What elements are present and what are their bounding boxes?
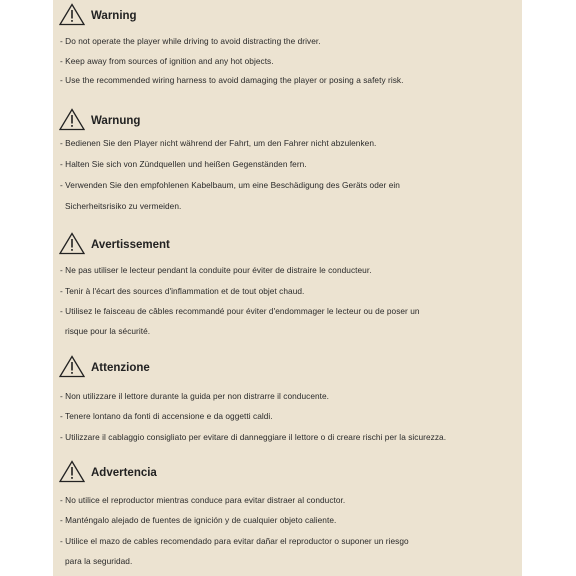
warning-line: - Utilizzare il cablaggio consigliato per evitare di danneggiare il lettore o di creare rischi per la sicurezza. [60, 432, 447, 442]
warning-line: - Ne pas utiliser le lecteur pendant la conduite pour éviter de distraire le conducteur. [60, 265, 372, 275]
warning-line: - Halten Sie sich von Zündquellen und heißen Gegenständen fern. [60, 159, 307, 169]
warning-line: para la seguridad. [65, 556, 133, 566]
warning-line: - Utilisez le faisceau de câbles recommandé pour éviter d'endommager le lecteur ou de poser un [60, 306, 420, 316]
warning-line: - Bedienen Sie den Player nicht während der Fahrt, um den Fahrer nicht abzulenken. [60, 138, 377, 148]
manual-page [53, 0, 522, 576]
warning-line: risque pour la sécurité. [65, 326, 151, 336]
warning-line: - Do not operate the player while driving to avoid distracting the driver. [60, 36, 321, 46]
section-title: Avertissement [91, 239, 170, 251]
warning-line: - Keep away from sources of ignition and any hot objects. [60, 56, 274, 66]
warning-line: - Manténgalo alejado de fuentes de ignición y de cualquier objeto caliente. [60, 515, 337, 525]
warning-line: Sicherheitsrisiko zu vermeiden. [65, 201, 182, 211]
section-title: Attenzione [91, 362, 150, 374]
warning-triangle-icon [59, 460, 85, 483]
warning-triangle-icon [59, 355, 85, 378]
warning-line: - No utilice el reproductor mientras conduce para evitar distraer al conductor. [60, 495, 346, 505]
section-title: Warning [91, 10, 137, 22]
warning-line: - Utilice el mazo de cables recomendado para evitar dañar el reproductor o suponer un riesgo [60, 536, 409, 546]
warning-line: - Verwenden Sie den empfohlenen Kabelbaum, um eine Beschädigung des Geräts oder ein [60, 180, 400, 190]
warning-triangle-icon [59, 108, 85, 131]
warning-triangle-icon [59, 3, 85, 26]
warning-line: - Use the recommended wiring harness to avoid damaging the player or posing a safety risk. [60, 75, 404, 85]
warning-line: - Non utilizzare il lettore durante la guida per non distrarre il conducente. [60, 391, 330, 401]
warning-triangle-icon [59, 232, 85, 255]
warning-line: - Tenere lontano da fonti di accensione e da oggetti caldi. [60, 411, 273, 421]
warning-line: - Tenir à l'écart des sources d'inflammation et de tout objet chaud. [60, 286, 305, 296]
section-title: Warnung [91, 115, 141, 127]
section-title: Advertencia [91, 467, 157, 479]
